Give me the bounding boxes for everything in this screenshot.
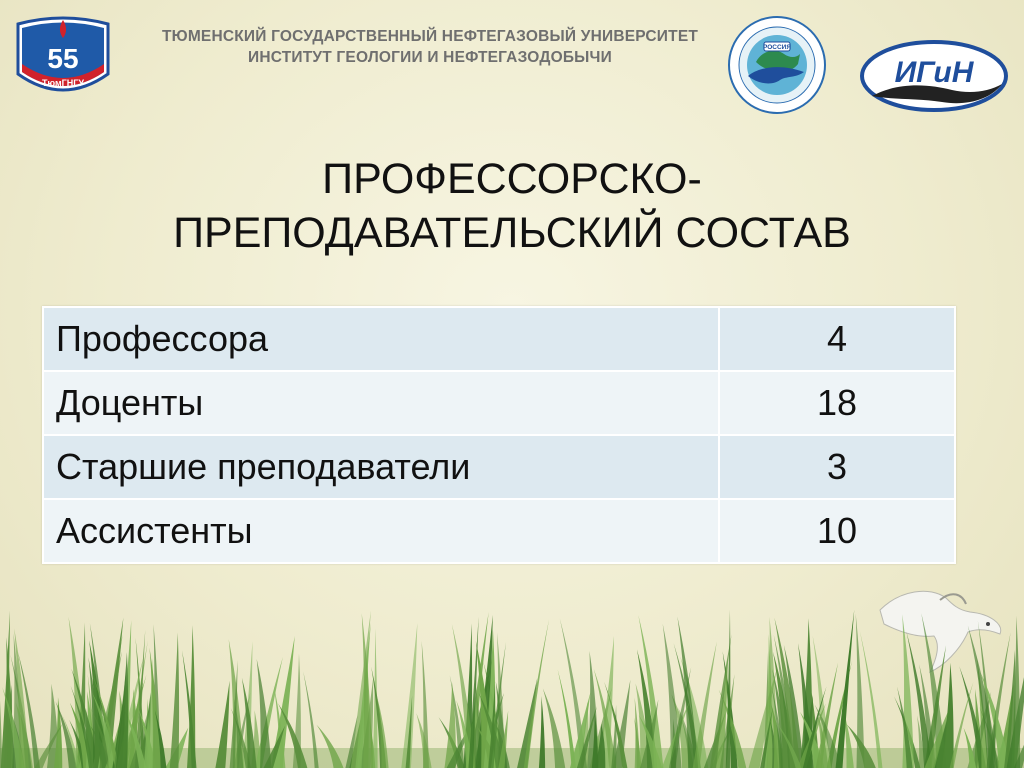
grass-blade <box>170 632 179 768</box>
logo-55-number: 55 <box>47 43 79 74</box>
count-cell: 10 <box>719 499 955 563</box>
slide-title-line-1: ПРОФЕССОРСКО- <box>322 155 702 203</box>
grass-blade <box>539 696 545 768</box>
slide-title-line-2: ПРЕПОДАВАТЕЛЬСКИЙ СОСТАВ <box>173 209 851 257</box>
grass-blade <box>524 619 549 768</box>
russia-globe-logo <box>726 14 828 116</box>
igin-institute-logo <box>858 38 1010 114</box>
position-cell: Профессора <box>43 307 719 371</box>
count-cell: 18 <box>719 371 955 435</box>
table-row <box>43 499 955 563</box>
count-cell: 3 <box>719 435 955 499</box>
table-row <box>43 435 955 499</box>
position-cell: Старшие преподаватели <box>43 435 719 499</box>
globe-logo-label: РОССИЯ <box>762 44 792 51</box>
grass-blade <box>836 610 855 768</box>
university-55-logo <box>14 14 112 102</box>
institute-name: ИНСТИТУТ ГЕОЛОГИИ И НЕФТЕГАЗОДОБЫЧИ <box>248 49 612 66</box>
grass-blade <box>677 616 698 768</box>
university-name: ТЮМЕНСКИЙ ГОСУДАРСТВЕННЫЙ НЕФТЕГАЗОВЫЙ УНИВЕРСИТЕТ <box>161 28 699 45</box>
count-cell: 4 <box>719 307 955 371</box>
position-cell: Доценты <box>43 371 719 435</box>
institution-header <box>140 26 720 68</box>
table-row <box>43 307 955 371</box>
position-cell: Ассистенты <box>43 499 719 563</box>
slide-title <box>0 152 1024 260</box>
logo-55-caption: ТюмГНГУ <box>42 78 84 88</box>
igin-logo-label: ИГиН <box>894 56 974 89</box>
staff-table <box>42 306 956 564</box>
grass-decoration <box>0 580 1024 768</box>
grass-blades <box>0 610 1024 768</box>
table-row <box>43 371 955 435</box>
